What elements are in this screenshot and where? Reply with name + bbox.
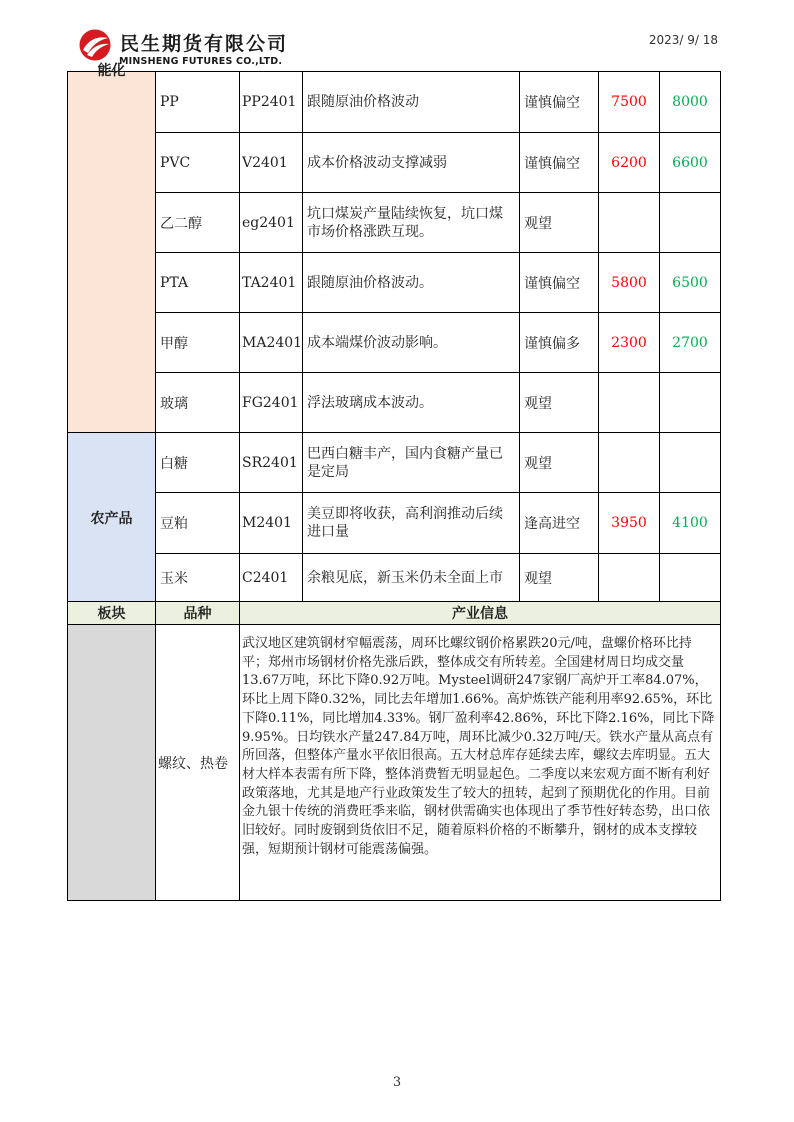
view-cell: 观望	[520, 373, 599, 433]
variety-cell: PTA	[156, 253, 240, 313]
variety-cell: 豆粕	[156, 493, 240, 554]
price-low-cell: 5800	[599, 253, 660, 313]
sector-cell-energy	[68, 63, 156, 433]
table-row	[68, 493, 721, 554]
price-low-cell: 6200	[599, 133, 660, 193]
sector-label-energy: 能化	[97, 63, 126, 79]
view-cell: 谨慎偏多	[520, 313, 599, 373]
table-row	[68, 193, 721, 253]
variety-cell: 乙二醇	[156, 193, 240, 253]
view-cell: 谨慎偏空	[520, 72, 599, 133]
variety-cell: 白糖	[156, 433, 240, 493]
view-cell: 观望	[520, 554, 599, 603]
price-high-cell	[660, 193, 721, 253]
price-high-cell: 2700	[660, 313, 721, 373]
variety-cell: 玻璃	[156, 373, 240, 433]
view-cell: 谨慎偏空	[520, 253, 599, 313]
info-cell: 跟随原油价格波动。	[303, 253, 520, 313]
contract-cell: M2401	[240, 493, 303, 554]
table-row	[68, 72, 721, 133]
contract-cell: PP2401	[240, 72, 303, 133]
table-row	[68, 313, 721, 373]
contract-cell: TA2401	[240, 253, 303, 313]
variety-cell: 玉米	[156, 554, 240, 603]
header-info: 产业信息	[240, 602, 721, 625]
price-high-cell	[660, 433, 721, 493]
header-variety: 品种	[156, 602, 240, 625]
company-name-cn: 民生期货有限公司	[120, 33, 289, 55]
contract-cell: MA2401	[240, 313, 303, 373]
price-low-cell	[599, 373, 660, 433]
report-date: 2023/ 9/ 18	[648, 33, 718, 47]
price-high-cell: 8000	[660, 72, 721, 133]
table-row	[68, 253, 721, 313]
strategy-table	[67, 63, 721, 603]
table-row	[68, 554, 721, 603]
contract-cell: C2401	[240, 554, 303, 603]
variety-cell: 螺纹、热卷	[156, 625, 240, 901]
price-high-cell: 6500	[660, 253, 721, 313]
variety-cell: PVC	[156, 133, 240, 193]
table-row	[68, 373, 721, 433]
info-cell: 浮法玻璃成本波动。	[303, 373, 520, 433]
price-low-cell	[599, 193, 660, 253]
minsheng-logo-icon	[78, 28, 112, 62]
price-low-cell	[599, 554, 660, 603]
info-cell: 坑口煤炭产量陆续恢复，坑口煤市场价格涨跌互现。	[303, 193, 520, 253]
view-cell: 观望	[520, 433, 599, 493]
view-cell: 谨慎偏空	[520, 133, 599, 193]
info-cell: 跟随原油价格波动	[303, 72, 520, 133]
info-cell: 美豆即将收获，高利润推动后续进口量	[303, 493, 520, 554]
price-low-cell	[599, 433, 660, 493]
table-header-row	[68, 602, 721, 625]
price-high-cell: 4100	[660, 493, 721, 554]
table-row	[68, 133, 721, 193]
contract-cell: eg2401	[240, 193, 303, 253]
industry-info-text: 武汉地区建筑钢材窄幅震荡，周环比螺纹钢价格累跌20元/吨，盘螺价格环比持平；郑州市场钢材价格先涨后跌，整体成交有所转差。全国建材周日均成交量13.67万吨，环比下降0.92万吨。Mysteel调研247家钢厂高炉开工率84.07%，环比上周下降0.32%，同比去年增加1.66%。高炉炼铁产能利用率92.65%，环比下降0.11%，同比增加4.33%。钢厂盈利率42.86%，环比下降2.16%，同比下降9.95%。日均铁水产量247.84万吨，周环比减少0.32万吨/天。铁水产量从高点有所回落，但整体产量水平依旧很高。五大材总库存延续去库，螺纹去库明显。五大材大样本表需有所下降，整体消费暂无明显起色。二季度以来宏观方面不断有利好政策落地，尤其是地产行业政策发生了较大的扭转，起到了预期优化的作用。目前金九银十传统的消费旺季来临，钢材供需确实也体现出了季节性好转态势，出口依旧较好。同时废钢到货依旧不足，随着原料价格的不断攀升，钢材的成本支撑较强，短期预计钢材可能震荡偏强。	[240, 625, 721, 901]
info-cell: 成本端煤价波动影响。	[303, 313, 520, 373]
price-high-cell	[660, 554, 721, 603]
table-row	[68, 625, 721, 901]
info-cell: 成本价格波动支撑减弱	[303, 133, 520, 193]
sector-cell	[68, 625, 156, 901]
price-high-cell	[660, 373, 721, 433]
info-cell: 巴西白糖丰产，国内食糖产量已是定局	[303, 433, 520, 493]
info-cell: 余粮见底，新玉米仍未全面上市	[303, 554, 520, 603]
variety-cell: PP	[156, 72, 240, 133]
contract-cell: V2401	[240, 133, 303, 193]
view-cell: 逢高进空	[520, 493, 599, 554]
table-row	[68, 433, 721, 493]
price-low-cell: 2300	[599, 313, 660, 373]
page-number: 3	[392, 1075, 402, 1090]
company-name-en: MINSHENG FUTURES CO.,LTD.	[119, 56, 283, 67]
header-sector: 板块	[68, 602, 156, 625]
sector-cell-agri: 农产品	[68, 433, 156, 603]
price-low-cell: 7500	[599, 72, 660, 133]
industry-info-table	[67, 601, 721, 901]
variety-cell: 甲醇	[156, 313, 240, 373]
view-cell: 观望	[520, 193, 599, 253]
price-high-cell: 6600	[660, 133, 721, 193]
price-low-cell: 3950	[599, 493, 660, 554]
contract-cell: SR2401	[240, 433, 303, 493]
contract-cell: FG2401	[240, 373, 303, 433]
